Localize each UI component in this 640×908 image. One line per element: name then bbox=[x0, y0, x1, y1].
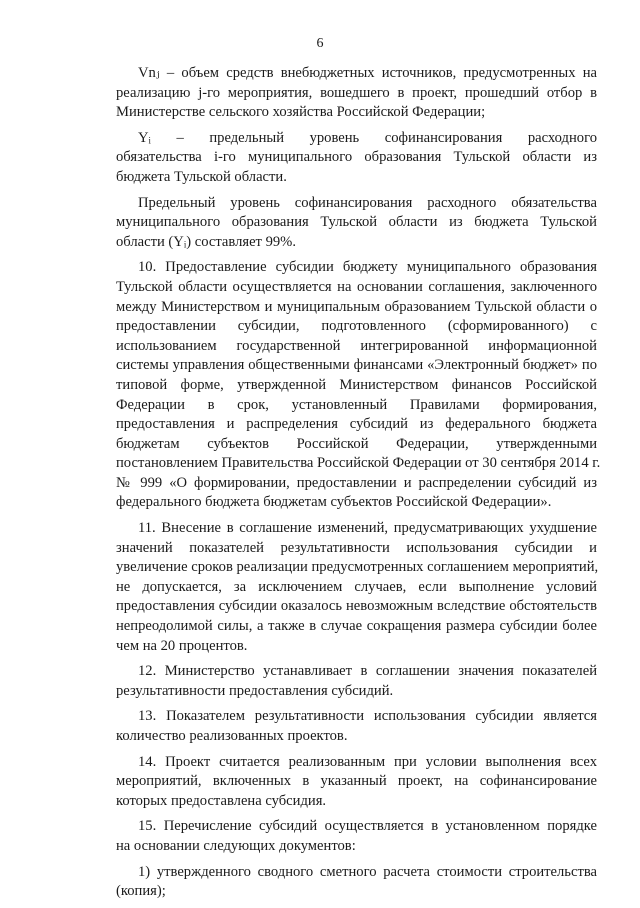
text-line: бюджета Тульской области. bbox=[116, 168, 287, 185]
text-line: обязательства i-го муниципального образования Тульской области из bbox=[116, 149, 597, 166]
text-line: постановлением Правительства Российской Федерации от 30 сентября 2014 г. bbox=[116, 455, 601, 472]
text-line: между Министерством и муниципальным образованием Тульской области о bbox=[116, 298, 597, 315]
text-line: Министерстве сельского хозяйства Российской Федерации; bbox=[116, 104, 486, 121]
text-line: 1) утвержденного сводного сметного расчета стоимости строительства bbox=[138, 863, 597, 880]
text-line: 12. Министерство устанавливает в соглашении значения показателей bbox=[138, 663, 597, 680]
paragraph-p11 bbox=[116, 519, 597, 656]
text-line: Vnⱼ – объем средств внебюджетных источников, предусмотренных на bbox=[138, 65, 597, 81]
text-line: предоставления и распределения субсидий из федерального бюджета bbox=[116, 416, 597, 433]
text-line: 15. Перечисление субсидий осуществляется в установленном порядке bbox=[138, 818, 597, 835]
page-body bbox=[116, 64, 601, 908]
text-line: Федерации в срок, установленный Правилами формирования, bbox=[116, 396, 597, 413]
paragraph-p10 bbox=[116, 258, 601, 513]
text-line: 10. Предоставление субсидии бюджету муниципального образования bbox=[138, 259, 597, 276]
paragraph-p13 bbox=[116, 707, 597, 746]
text-line: 13. Показателем результативности использования субсидии является bbox=[138, 708, 597, 725]
paragraph-yi bbox=[116, 129, 597, 188]
text-line: которых предоставлена субсидия. bbox=[116, 792, 327, 809]
text-line: Тульской области осуществляется на основании соглашения, заключенного bbox=[116, 278, 597, 295]
text-line: муниципального образования Тульской области из бюджета Тульской bbox=[116, 214, 597, 231]
text-line: 11. Внесение в соглашение изменений, предусматривающих ухудшение bbox=[138, 520, 597, 537]
text-line: Предельный уровень софинансирования расходного обязательства bbox=[138, 194, 597, 211]
paragraph-p15_1 bbox=[116, 863, 597, 902]
text-line: не допускается, за исключением случаев, если выполнение условий bbox=[116, 578, 597, 595]
text-line: № 999 «О формировании, предоставлении и распределении субсидий из bbox=[116, 474, 597, 491]
paragraph-p14 bbox=[116, 753, 597, 812]
text-line: на основании следующих документов: bbox=[116, 837, 356, 854]
text-line: результативности предоставления субсидий. bbox=[116, 682, 394, 699]
text-line: реализацию j-го мероприятия, вошедшего в проект, прошедший отбор в bbox=[116, 84, 597, 101]
text-line: непреодолимой силы, а также в случае сокращения размера субсидии более bbox=[116, 618, 597, 635]
text-line: предоставлении субсидии, подготовленного (сформированного) с bbox=[116, 318, 597, 335]
text-line: количество реализованных проектов. bbox=[116, 728, 348, 744]
text-line: предоставления субсидии оказалось невозможным вследствие обстоятельств bbox=[116, 598, 597, 615]
paragraph-limit bbox=[116, 194, 597, 253]
paragraph-vn bbox=[116, 64, 597, 123]
text-line: Yᵢ – предельный уровень софинансирования расходного bbox=[138, 129, 597, 146]
page-number: 6 bbox=[316, 36, 324, 51]
text-line: мероприятий, включенных в указанный проект, на софинансирование bbox=[116, 773, 597, 790]
text-line: федерального бюджета бюджетам субъектов Российской Федерации». bbox=[116, 494, 552, 511]
text-line: использованием государственной интегрированной информационной bbox=[116, 337, 597, 354]
text-line: типовой форме, утвержденной Министерством финансов Российской bbox=[116, 376, 597, 393]
text-line: значений показателей результативности использования субсидии и bbox=[116, 539, 597, 556]
text-line: увеличение сроков реализации предусмотренных соглашением мероприятий, bbox=[116, 559, 599, 576]
paragraph-p15 bbox=[116, 817, 597, 856]
text-line: бюджетам субъектов Российской Федерации, утвержденными bbox=[116, 435, 597, 452]
paragraph-p12 bbox=[116, 662, 597, 701]
text-line: области (Yᵢ) составляет 99%. bbox=[116, 233, 296, 250]
text-line: (копия); bbox=[116, 883, 166, 900]
text-line: чем на 20 процентов. bbox=[116, 637, 248, 654]
text-line: системы управления общественными финансами «Электронный бюджет» по bbox=[116, 357, 597, 374]
text-line: 14. Проект считается реализованным при условии выполнения всех bbox=[138, 753, 597, 770]
